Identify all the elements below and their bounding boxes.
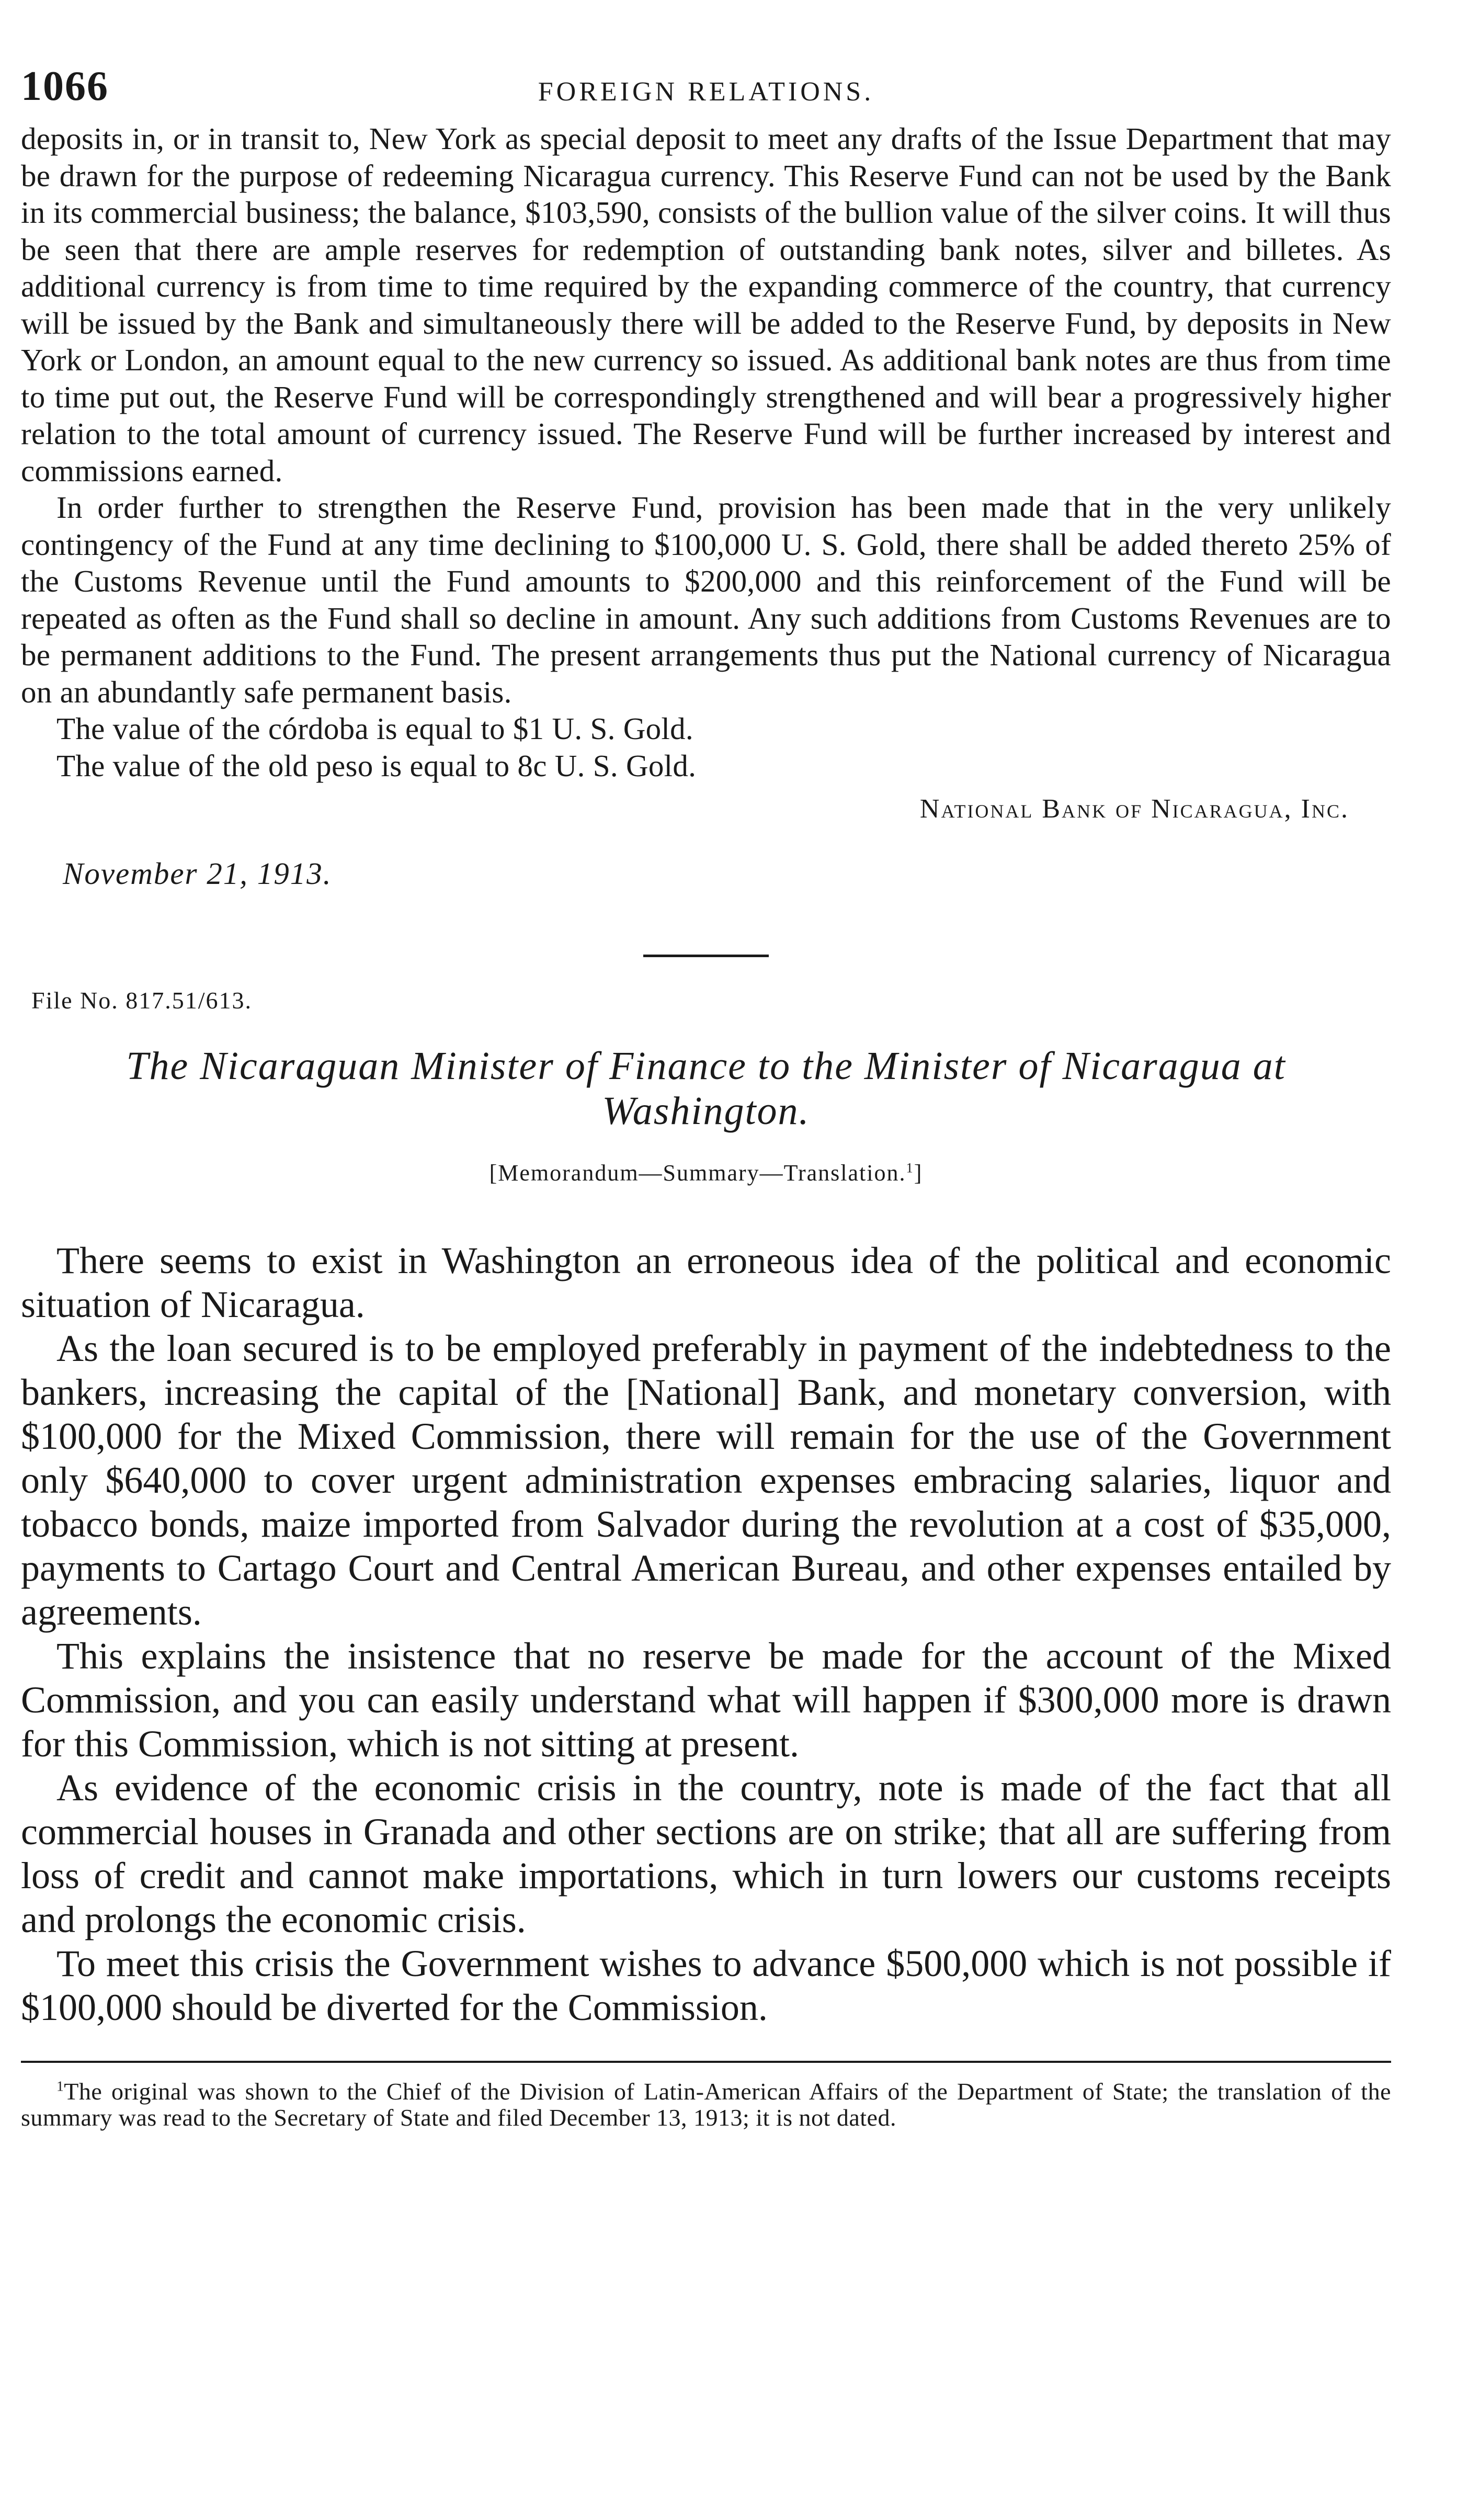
memorandum (21, 986, 1391, 2029)
statement-paragraph: In order further to strengthen the Reserve Fund, provision has been made that in the very unlikely contingency of the Fund at any time declining to $100,000 U. S. Gold, there shall be added thereto 25% of the Customs Revenue until the Fund amounts to $200,000 and this reinforcement of the Fund will be repeated as often as the Fund shall so decline in amount. Any such additions from Customs Revenues are to be permanent additions to the Fund. The present arrangements thus put the National currency of Nicaragua on an abundantly safe permanent basis. (21, 490, 1391, 709)
memorandum-paragraph: To meet this crisis the Government wishes to advance $500,000 which is not possible if $100,000 should be diverted for the Commission. (21, 1943, 1391, 2028)
document-title: The Nicaraguan Minister of Finance to the Minister of Nicaragua at Washington. (126, 1044, 1286, 1133)
running-title: FOREIGN RELATIONS. (538, 77, 874, 107)
memorandum-label-text: [Memorandum—Summary—Translation. (489, 1160, 906, 1186)
footnote-reference: 1 (906, 1160, 914, 1176)
memorandum-paragraph: As evidence of the economic crisis in the country, note is made of the fact that all commercial houses in Granada and other sections are on strike; that all are suffering from loss of credit and cannot make importations, which in turn lowers our customs receipts and prolongs the economic crisis. (21, 1767, 1391, 1940)
memorandum-label-close: ] (914, 1160, 923, 1186)
memorandum-paragraph: There seems to exist in Washington an erroneous idea of the political and economic situation of Nicaragua. (21, 1240, 1391, 1325)
running-head (21, 63, 1391, 120)
memorandum-body (21, 1239, 1391, 2029)
statement-paragraph: The value of the old peso is equal to 8c U. S. Gold. (56, 748, 697, 783)
signature: National Bank of Nicaragua, Inc. (919, 794, 1349, 824)
footnote (21, 2079, 1391, 2131)
footnote-divider (21, 2061, 1391, 2063)
statement-paragraph: deposits in, or in transit to, New York as special deposit to meet any drafts of the Issue Department that may be drawn for the purpose of redeeming Nicaragua currency. This Reserve Fund can not be used by the Bank in its commercial business; the balance, $103,590, consists of the bullion value of the silver coins. It will thus be seen that there are ample reserves for redemption of outstanding bank notes, silver and billetes. As additional currency is from time to time required by the expanding commerce of the country, that currency will be issued by the Bank and simultaneously there will be added to the Reserve Fund, by deposits in New York or London, an amount equal to the new currency so issued. As additional bank notes are thus from time to time put out, the Reserve Fund will be correspondingly strengthened and will bear a progressively higher relation to the total amount of currency issued. The Reserve Fund will be further increased by interest and commissions earned. (21, 121, 1391, 488)
footnote-text: The original was shown to the Chief of the Division of Latin-American Affairs of the Department of State; the translation of the summary was read to the Secretary of State and filed December 13, 1913; it is not dated. (21, 2078, 1391, 2131)
file-number: File No. 817.51/613. (31, 987, 253, 1014)
footnote-mark: 1 (56, 2078, 64, 2094)
statement-paragraph: The value of the córdoba is equal to $1 U. S. Gold. (56, 711, 693, 746)
memorandum-label (21, 1160, 1391, 1186)
document-page (21, 63, 1391, 2131)
statement-date: November 21, 1913. (63, 856, 332, 891)
bank-statement (21, 120, 1391, 892)
page-number: 1066 (21, 63, 109, 109)
section-divider (643, 955, 769, 957)
memorandum-paragraph: This explains the insistence that no reserve be made for the account of the Mixed Commission, and you can easily understand what will happen if $300,000 more is drawn for this Commission, which is not sitting at present. (21, 1635, 1391, 1765)
memorandum-paragraph: As the loan secured is to be employed preferably in payment of the indebtedness to the bankers, increasing the capital of the [National] Bank, and monetary conversion, with $100,000 for the Mixed Commission, there will remain for the use of the Government only $640,000 to cover urgent administration expenses embracing salaries, liquor and tobacco bonds, maize imported from Salvador during the revolution at a cost of $35,000, payments to Cartago Court and Central American Bureau, and other expenses entailed by agreements. (21, 1327, 1391, 1633)
